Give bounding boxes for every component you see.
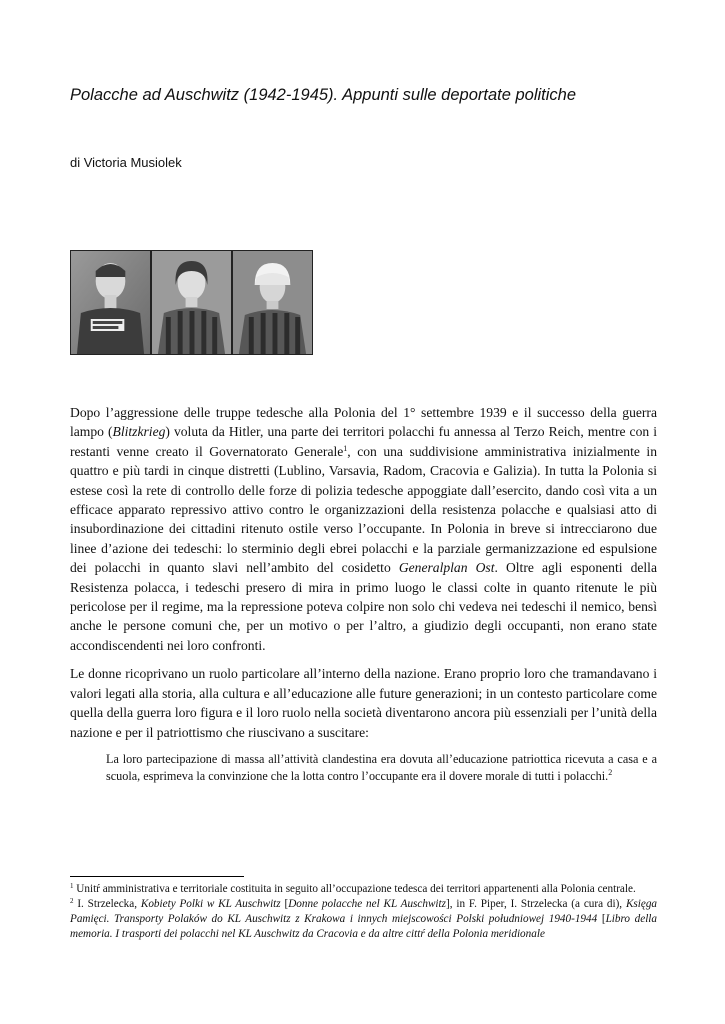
- footnote-1: [70, 882, 657, 897]
- footnote-1-text: Unitŕ amministrativa e territoriale costituita in seguito all’occupazione tedesca dei territori appartenenti alla Polonia centrale.: [73, 883, 636, 895]
- quote-text: La loro partecipazione di massa all’attività clandestina era dovuta all’educazione patriottica ricevuta a casa e a scuola, esprimeva la convinzione che la lotta contro l’occupante era il dovere morale di tutti i polacchi.: [106, 751, 657, 784]
- footnote-ref-2[interactable]: 2: [608, 768, 613, 778]
- block-quote: [106, 751, 657, 786]
- photo-front-young-woman: [152, 251, 231, 354]
- p1-text-2: ) voluta da Hitler, una parte dei territori polacchi fu annessa al Terzo Reich, mentre con i restanti venne creato il Governatorato Generale: [70, 424, 657, 459]
- p1-text-4: . Oltre agli esponenti della Resistenza polacca, i tedeschi presero di mira in primo luogo le classi colte in quanto ritenute le più pericolose per il regime, ma la repressione poteva colpire non solo chi vedeva nei tedeschi il nemico, bensì anche le persone comuni che, per un motivo o per l’altro, a giudizio degli occupanti, non erano state accondiscendenti nei loro confronti.: [70, 560, 657, 653]
- footnote-1-number: 1: [70, 882, 74, 890]
- photo-front-woman-headscarf: [233, 251, 312, 354]
- p1-italic-generalplan: Generalplan Ost: [398, 560, 495, 576]
- body-text: [70, 403, 657, 786]
- mugshot-photos: [70, 250, 313, 355]
- p1-text-3: , con una suddivisione amministrativa inizialmente in quattro e più tardi in cinque distretti (Lublino, Varsavia, Radom, Cracovia e Galizia). In tutta la Polonia si estese così la rete di controllo delle forze di polizia tedesche appoggiate dall’esercito, dando così vita a un efficace apparato repressivo attivo contro le organizzazioni della resistenza polacche e qualsiasi atto di insubordinazione dei cittadini ritenuto ostile verso l’occupante. In Polonia in breve si intrecciarono due linee d’azione dei tedeschi: lo sterminio degli ebrei polacchi e la parziale germanizzazione ed espulsione dei polacchi in quanto slavi nell’ambito del cosidetto: [70, 443, 657, 576]
- fn2-italic-2: Donne polacche nel KL Auschwitz: [288, 898, 446, 910]
- fn2-italic-1: Kobiety Polki w KL Auschwitz: [140, 898, 281, 910]
- p1-italic-blitzkrieg: Blitzkrieg: [112, 424, 166, 440]
- fn2-italic-4: Libro della memoria. I trasporti dei polacchi nel KL Auschwitz da Cracovia e da altre cittŕ della Polonia meridionale: [70, 913, 657, 940]
- p1-text-1: Dopo l’aggressione delle truppe tedesche alla Polonia del 1° settembre 1939 e il successo della guerra lampo (: [70, 405, 657, 440]
- author-line: di Victoria Musiolek: [70, 155, 182, 170]
- footnote-2: [70, 897, 657, 942]
- fn2-text-3: ], in F. Piper, I. Strzelecka (a cura di),: [446, 898, 626, 910]
- photo-profile: [71, 251, 150, 354]
- footnote-ref-1[interactable]: 1: [343, 443, 348, 453]
- fn2-text-1: I. Strzelecka,: [73, 898, 141, 910]
- fn2-text-2: [: [280, 898, 289, 910]
- document-title: Polacche ad Auschwitz (1942-1945). Appunti sulle deportate politiche: [70, 86, 577, 104]
- paragraph-2: Le donne ricoprivano un ruolo particolare all’interno della nazione. Erano proprio loro che tramandavano i valori legati alla storia, alla cultura e all’educazione alle future generazioni; in un contesto particolare come quella della guerra loro figura e il loro ruolo nella società diventarono ancora più essenziali per l’unità della nazione e per il patriottismo che riuscivano a suscitare:: [70, 666, 657, 740]
- footnote-2-number: 2: [70, 897, 74, 905]
- footnote-separator: [70, 876, 244, 877]
- fn2-text-4: [: [597, 913, 606, 925]
- fn2-italic-3: Księga Pamięci. Transporty Polaków do KL Auschwitz z Krakowa i innych miejscowości Polski południowej 1940-1944: [70, 898, 658, 925]
- footnotes: [70, 882, 657, 942]
- paragraph-1: [70, 403, 657, 655]
